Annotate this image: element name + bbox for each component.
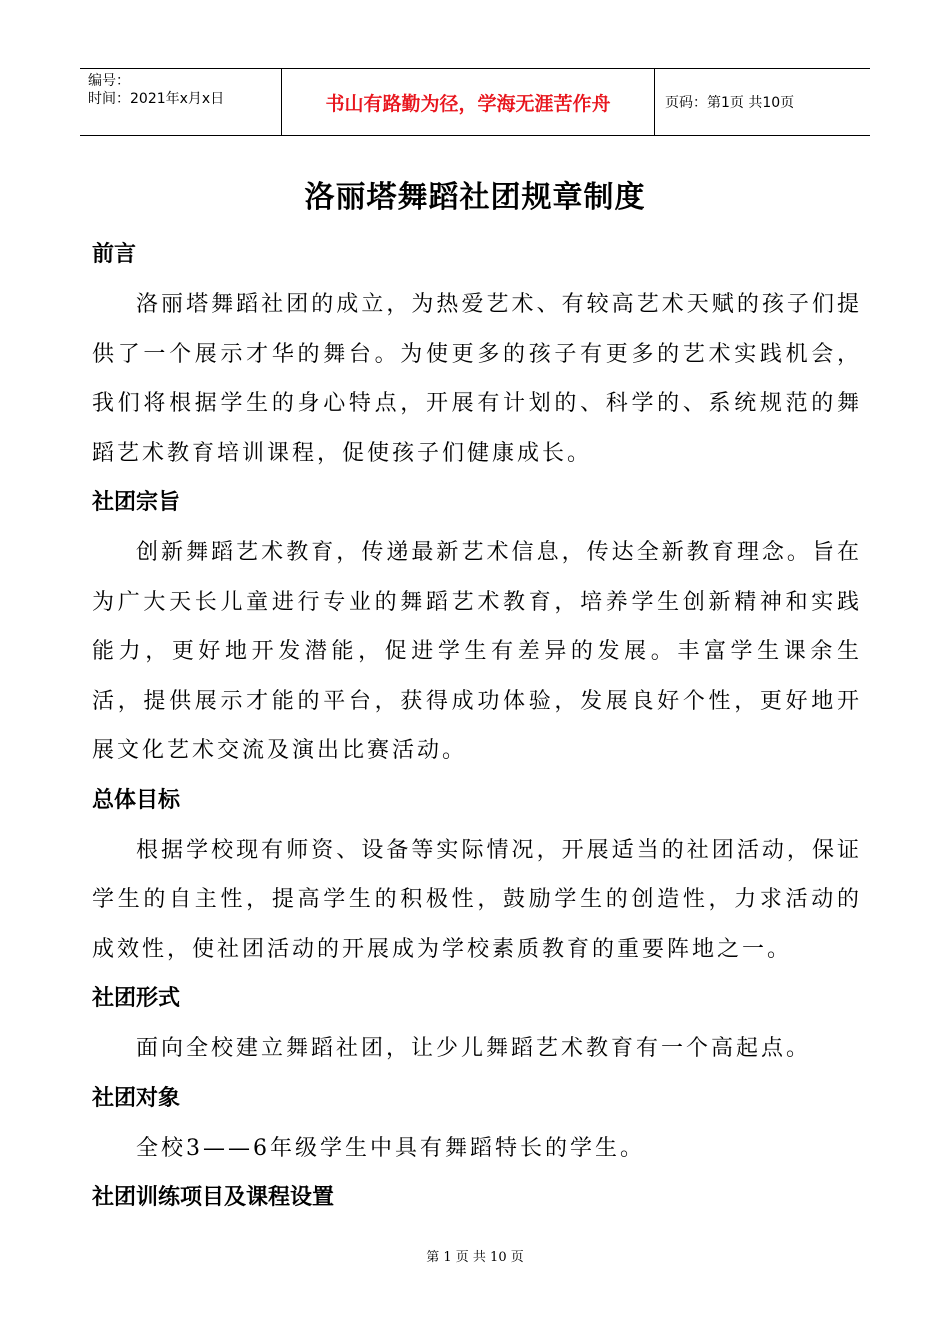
section-body-goals: 根据学校现有师资、设备等实际情况，开展适当的社团活动，保证学生的自主性，提高学生的积极性，鼓励学生的创造性，力求活动的成效性，使社团活动的开展成为学校素质教育的重要阵地之一。 [92, 837, 862, 962]
section-heading-goals: 总体目标 [92, 787, 181, 813]
document-title: 洛丽塔舞蹈社团规章制度 [304, 180, 646, 215]
section-heading-members: 社团对象 [92, 1085, 181, 1111]
header-table [80, 68, 870, 136]
page-footer: 第 1 页 共 10 页 [426, 1250, 524, 1265]
section-body-members: 全校3——6年级学生中具有舞蹈特长的学生。 [136, 1135, 645, 1161]
section-body-purpose: 创新舞蹈艺术教育，传递最新艺术信息，传达全新教育理念。旨在为广大天长儿童进行专业的舞蹈艺术教育，培养学生创新精神和实践能力，更好地开发潜能，促进学生有差异的发展。丰富学生课余生活，提供展示才能的平台，获得成功体验，发展良好个性，更好地开展文化艺术交流及演出比赛活动。 [92, 540, 862, 763]
section-body-form: 面向全校建立舞蹈社团，让少儿舞蹈艺术教育有一个高起点。 [136, 1036, 812, 1061]
section-heading-preface: 前言 [92, 242, 137, 267]
section-heading-purpose: 社团宗旨 [92, 490, 181, 515]
serial-label: 编号： [88, 73, 130, 89]
document-body [92, 230, 862, 1223]
header-meta [80, 69, 282, 135]
header-motto: 书山有路勤为径，学海无涯苦作舟 [282, 69, 655, 135]
time-label: 时间：2021年x月x日 [88, 91, 225, 107]
header-page-info: 页码：第1页 共10页 [665, 95, 795, 111]
section-heading-form: 社团形式 [92, 986, 181, 1011]
section-body-preface: 洛丽塔舞蹈社团的成立，为热爱艺术、有较高艺术天赋的孩子们提供了一个展示才华的舞台。为使更多的孩子有更多的艺术实践机会，我们将根据学生的身心特点，开展有计划的、科学的、系统规范的舞蹈艺术教育培训课程，促使孩子们健康成长。 [92, 292, 862, 466]
section-heading-curriculum: 社团训练项目及课程设置 [92, 1185, 335, 1210]
